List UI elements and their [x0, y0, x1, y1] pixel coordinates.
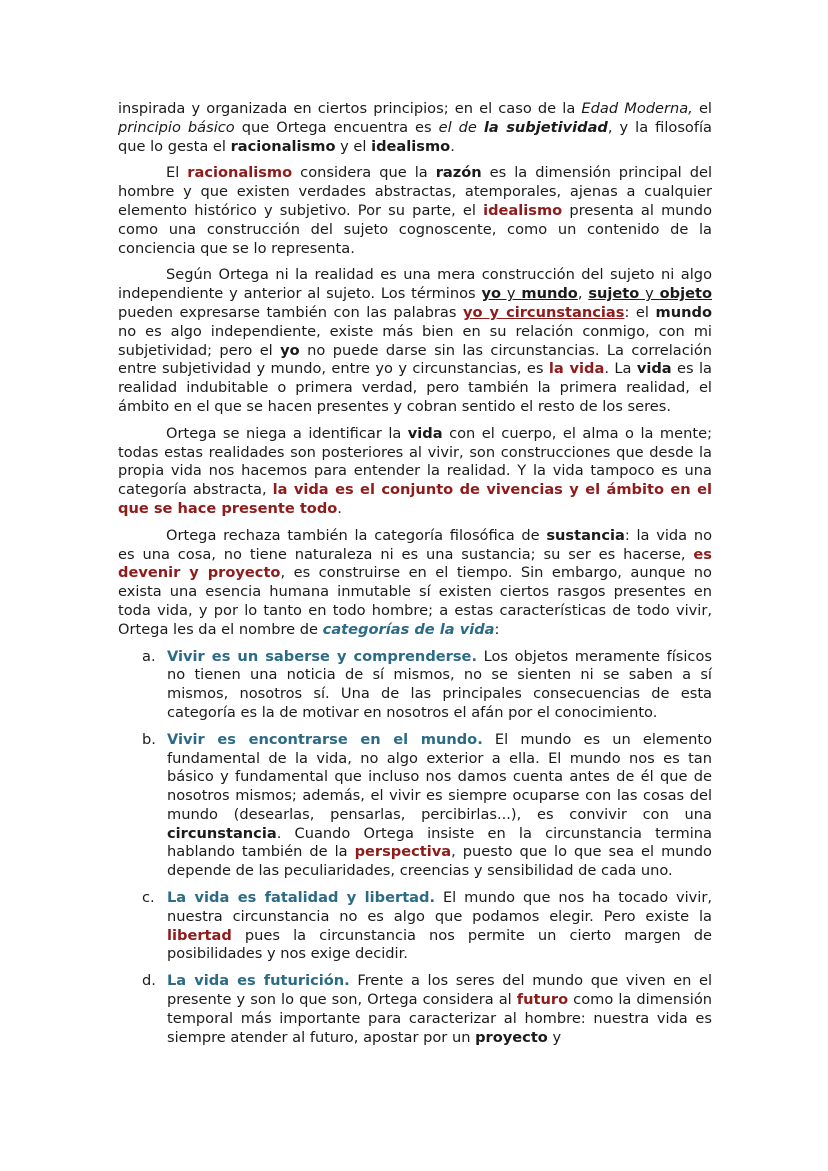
- text: es la dimensión principal del hombre y que existen verdades abstractas, atemporales, ajenas a cualquier elemento histórico y subjetivo. Por su parte, el: [118, 164, 713, 219]
- text: .: [450, 137, 455, 155]
- list-marker: d.: [142, 972, 156, 990]
- text: Ortega se niega a identificar la: [166, 424, 408, 442]
- text: .: [337, 499, 342, 517]
- list-item-title: Vivir es un saberse y comprenderse.: [167, 647, 477, 665]
- paragraph-3: [118, 266, 712, 416]
- list-item-title: La vida es futurición.: [167, 972, 350, 990]
- categories-list: [118, 648, 712, 1048]
- text: , puesto que lo que sea el mundo depende de las peculiaridades, creencias y sensibilidad de cada uno.: [167, 843, 712, 880]
- key-term: vida: [407, 424, 443, 442]
- text: como la dimensión temporal más importante para caracterizar al hombre: nuestra vida es siempre atender al futuro, apostar por un: [167, 991, 712, 1046]
- key-term: proyecto: [475, 1028, 548, 1046]
- key-term: racionalismo: [187, 164, 293, 182]
- text: pueden expresarse también con las palabras: [118, 303, 464, 321]
- paragraph-2: [118, 164, 712, 258]
- text: , es construirse en el tiempo. Sin embargo, aunque no exista una esencia humana inmutable sí existen ciertos rasgos presentes en toda vida, y por lo tanto en todo hombre; a estas características de todo vivir, Ortega les da el nombre de: [118, 564, 712, 638]
- key-term: es devenir y proyecto: [118, 545, 712, 582]
- text: Frente a los seres del mundo que viven en el presente y son lo que son, Ortega considera al: [167, 972, 712, 1009]
- emphasis: el de: [438, 118, 484, 136]
- emphasis: Edad Moderna,: [581, 100, 693, 117]
- text: presenta al mundo como una construcción del sujeto cognoscente, como un contenido de la conciencia que se lo representa.: [118, 201, 712, 257]
- list-item-title: Vivir es encontrarse en el mundo.: [167, 730, 483, 748]
- paragraph-4: [118, 425, 712, 519]
- list-marker: b.: [142, 730, 156, 748]
- emphasis: principio básico: [118, 118, 235, 136]
- list-item: [118, 648, 712, 723]
- key-term: circunstancia: [167, 824, 277, 842]
- text: con el cuerpo, el alma o la mente; todas estas realidades son posteriores al vivir, son construcciones que desde la propia vida nos hacemos para entender la realidad. Y la vida tampoco es una categoría abstracta,: [118, 424, 712, 499]
- key-term: razón: [435, 164, 482, 182]
- text: pues la circunstancia nos permite un cierto margen de posibilidades y nos exige decidir.: [167, 926, 712, 963]
- text: . Cuando Ortega insiste en la circunstancia termina hablando también de la: [167, 824, 712, 861]
- key-term: sujeto: [588, 285, 640, 303]
- paragraph-1: [118, 100, 712, 156]
- text: : la vida no es una cosa, no tiene naturaleza ni es una sustancia; su ser es hacerse,: [118, 526, 712, 563]
- text: el: [692, 100, 712, 117]
- text: ,: [577, 285, 589, 303]
- document-page: [118, 100, 712, 1055]
- text: Según Ortega ni la realidad es una mera construcción del sujeto ni algo independiente y anterior al sujeto. Los términos: [118, 266, 712, 303]
- key-term: mundo: [521, 285, 578, 303]
- paragraph-5: [118, 527, 712, 640]
- text: y: [639, 285, 660, 303]
- text: y: [501, 285, 522, 303]
- key-term: la vida: [548, 360, 605, 378]
- text: , y la filosofía que lo gesta el: [118, 118, 712, 155]
- text: El mundo que nos ha tocado vivir, nuestra circunstancia no es algo que podamos elegir. Pero existe la: [167, 889, 712, 925]
- list-item: [118, 972, 712, 1047]
- key-term: libertad: [167, 926, 232, 944]
- key-term: perspectiva: [354, 843, 452, 861]
- list-marker: c.: [142, 889, 155, 907]
- text: . La: [604, 360, 637, 378]
- key-term: idealismo: [371, 137, 451, 155]
- key-term: idealismo: [483, 201, 563, 219]
- text: considera que la: [292, 164, 436, 182]
- key-term: yo y circunstancias: [463, 303, 625, 321]
- text: inspirada y organizada en ciertos principios; en el caso de la: [118, 100, 582, 117]
- list-item-title: La vida es fatalidad y libertad.: [167, 889, 436, 907]
- key-term: racionalismo: [230, 137, 336, 155]
- list-item: [118, 889, 712, 964]
- key-term: categorías de la vida: [322, 620, 495, 638]
- list-marker: a.: [142, 647, 156, 665]
- key-term: la vida es el conjunto de vivencias y el ámbito en el que se hace presente todo: [118, 481, 712, 517]
- text: que Ortega encuentra es: [234, 118, 439, 136]
- text: y el: [335, 137, 372, 155]
- key-term: futuro: [516, 991, 569, 1009]
- key-term: vida: [636, 360, 672, 378]
- text: :: [494, 620, 500, 638]
- key-term: objeto: [659, 285, 713, 303]
- key-term: yo: [280, 341, 300, 359]
- text: Ortega rechaza también la categoría filosófica de: [166, 526, 547, 544]
- text: : el: [624, 303, 656, 321]
- list-item: [118, 731, 712, 881]
- text: El: [166, 164, 188, 182]
- key-term: mundo: [655, 303, 712, 321]
- text: es la realidad indubitable o primera verdad, pero también la primera realidad, el ámbito en el que se hacen presentes y cobran sentido el resto de los seres.: [118, 360, 712, 415]
- key-term: la subjetividad: [483, 118, 608, 136]
- text: Los objetos meramente físicos no tienen una noticia de sí mismos, no se sienten ni se saben a sí mismos, nosotros sí. Una de las principales consecuencias de esta categoría es la de motivar en nosotros el afán por el conocimiento.: [167, 647, 712, 721]
- text: no es algo independiente, existe más bien en su relación conmigo, con mi subjetividad; pero el: [118, 322, 712, 359]
- text: no puede darse sin las circunstancias. La correlación entre subjetividad y mundo, entre yo y circunstancias, es: [118, 341, 713, 378]
- key-term: sustancia: [546, 526, 625, 544]
- text: El mundo es un elemento fundamental de la vida, no algo exterior a ella. El mundo nos es tan básico y fundamental que incluso nos damos cuenta antes de él que de nosotros mismos; además, el vivir es siempre ocuparse con las cosas del mundo (desearlas, pensarlas, percibirlas...), es convivir con una: [167, 730, 712, 823]
- text: y: [547, 1028, 562, 1046]
- key-term: yo: [481, 285, 502, 303]
